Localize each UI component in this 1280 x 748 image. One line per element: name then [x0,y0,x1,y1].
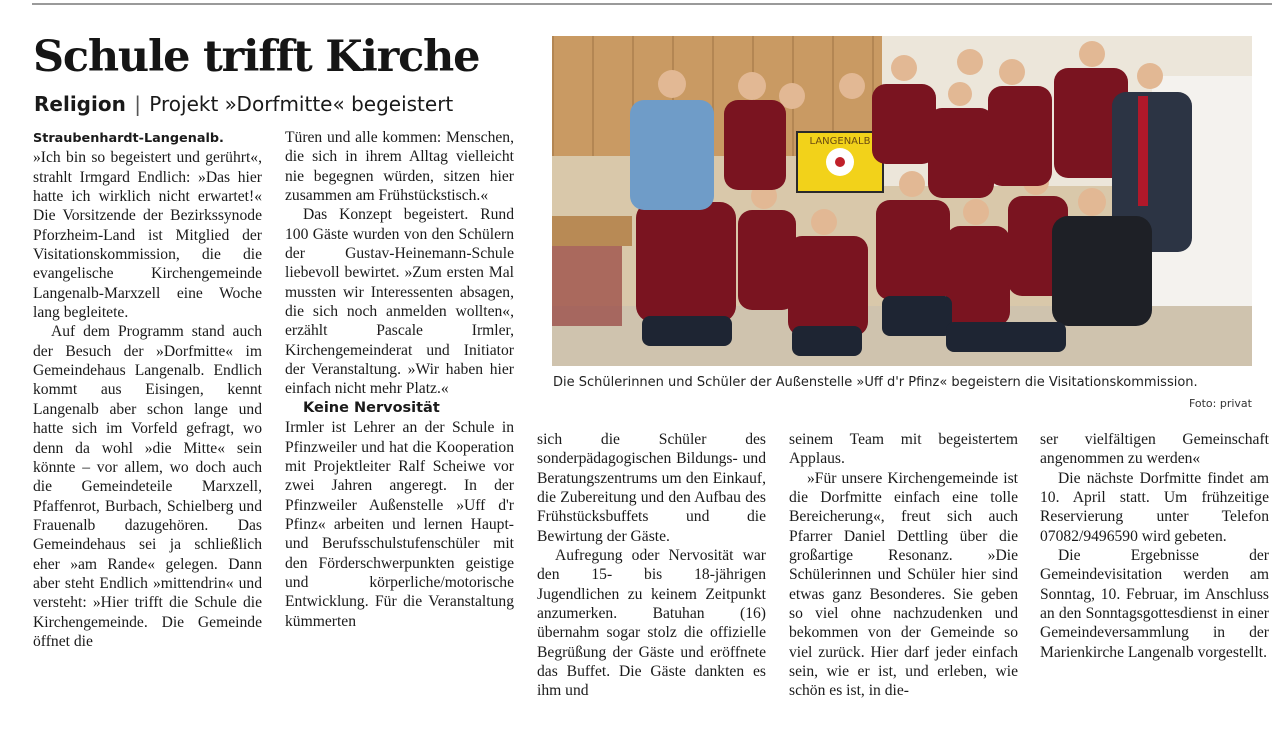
paragraph: Aufregung oder Nervosität war den 15- bis 18-jährigen Jugendlichen zu keinem Zeitpunkt anzumerken. Batuhan (16) übernahm sogar stolz die offizielle Begrüßung der Gäste und eröffnete das Buffet. Die Gäste dankten es ihm und [537,547,766,700]
kicker-separator: | [134,92,141,116]
group-photo [552,36,1252,366]
svg-text:LANGENALB: LANGENALB [809,136,871,147]
paragraph-text: »Ich bin so begeistert und gerührt«, strahlt Irmgard Endlich: »Das hier hatte ich wirklich nicht erwartet!« Die Vorsitzende der Bezirkssynode Pforzheim-Land ist Mitglied der Visitationskommission, die die evangelische Kirchengemeinde Langenalb-Marxzell eine Woche lang begleitete. [33,149,262,322]
paragraph: Türen und alle kommen: Menschen, die sich in ihrem Alltag vielleicht nie begegnen würden, sitzen hier zusammen am Frühstückstisch.« [285,129,514,205]
paragraph: Auf dem Programm stand auch der Besuch der »Dorfmitte« im Gemeindehaus Langenalb. Endlich kommt aus Eisingen, kennt Langenalb aber schon lange und hatte sich im Vorfeld gefragt, wo denn da wohl »die Mitte« sein könnte – vor allem, wo doch auch die Gemeindeteile Marxzell, Pfaffenrot, Burbach, Schielberg und Frauenalb dazugehören. Das Gemeindehaus sei ja schließlich eher »am Rande« gelegen. Dann aber steht Endlich »mittendrin« und versteht: »Hier trifft die Schule die Kirchengemeinde. Die Gemeinde öffnet die [33,323,262,650]
article-column-2 [285,128,514,716]
photo-illustration [552,36,1252,366]
paragraph: Das Konzept begeistert. Rund 100 Gäste wurden von den Schülern der Gustav-Heinemann-Schule liebevoll bewirtet. »Zum ersten Mal mussten wir Interessenten absagen, die sich noch anmelden wollten«, erzählt Pascale Irmler, Kirchengemeinderat und Initiator der Veranstaltung. »Wir haben hier einfach nicht mehr Platz.« [285,206,514,398]
paragraph: Die nächste Dorfmitte findet am 10. April statt. Um frühzeitige Reservierung unter Telefon 07082/9496590 wird gebeten. [1040,469,1269,545]
paragraph: seinem Team mit begeistertem Applaus. [789,431,1018,468]
paragraph: sich die Schüler des sonderpädagogischen Bildungs- und Beratungszentrums um den Einkauf, die Zubereitung und den Aufbau des Frühstücksbuffets und die Bewirtung der Gäste. [537,431,766,545]
photo-credit: Foto: privat [1188,397,1252,410]
paragraph: »Für unsere Kirchengemeinde ist die Dorfmitte einfach eine tolle Bereicherung«, freut sich auch Pfarrer Daniel Dettling über die großartige Resonanz. »Die Schülerinnen und Schüler hier sind etwas ganz Besonderes. Sie geben so viel ohne nachzudenken und bekommen von der Gemeinde so viel zurück. Hier darf jeder einfach sein, wie er ist, und erleben, wie schön es ist, in die- [789,469,1018,700]
paragraph: ser vielfältigen Gemeinschaft angenommen zu werden« [1040,431,1269,468]
headline: Schule trifft Kirche [33,32,480,82]
article-column-4 [789,430,1018,716]
kicker [34,89,453,119]
subheading: Keine Nervosität [303,399,440,416]
dateline: Straubenhardt-Langenalb. [33,131,224,146]
article-column-1 [33,128,262,716]
paragraph: Die Ergebnisse der Gemeindevisitation werden am Sonntag, 10. Februar, im Anschluss an den Sonntagsgottesdienst in einer Gemeindeversammlung in der Marienkirche Langenalb vorgestellt. [1040,547,1269,661]
paragraph [33,128,262,322]
article-column-3 [537,430,766,716]
top-rule [32,3,1272,5]
subtitle: Projekt »Dorfmitte« begeistert [149,92,454,116]
photo-caption: Die Schülerinnen und Schüler der Außenstelle »Uff d'r Pfinz« begeistern die Visitationskommission. [553,375,1198,390]
paragraph: Irmler ist Lehrer an der Schule in Pfinzweiler und hat die Kooperation mit Projektleiter Ralf Scheiwe vor zwei Jahren angeregt. In der Pfinzweiler Außenstelle »Uff d'r Pfinz« arbeiten und lernen Haupt- und Berufsschulstufenschüler mit den Förderschwerpunkten geistige und körperliche/motorische Entwicklung. Für die Veranstaltung kümmerten [285,419,514,630]
rubric-label: Religion [34,92,126,116]
article-column-5 [1040,430,1269,716]
